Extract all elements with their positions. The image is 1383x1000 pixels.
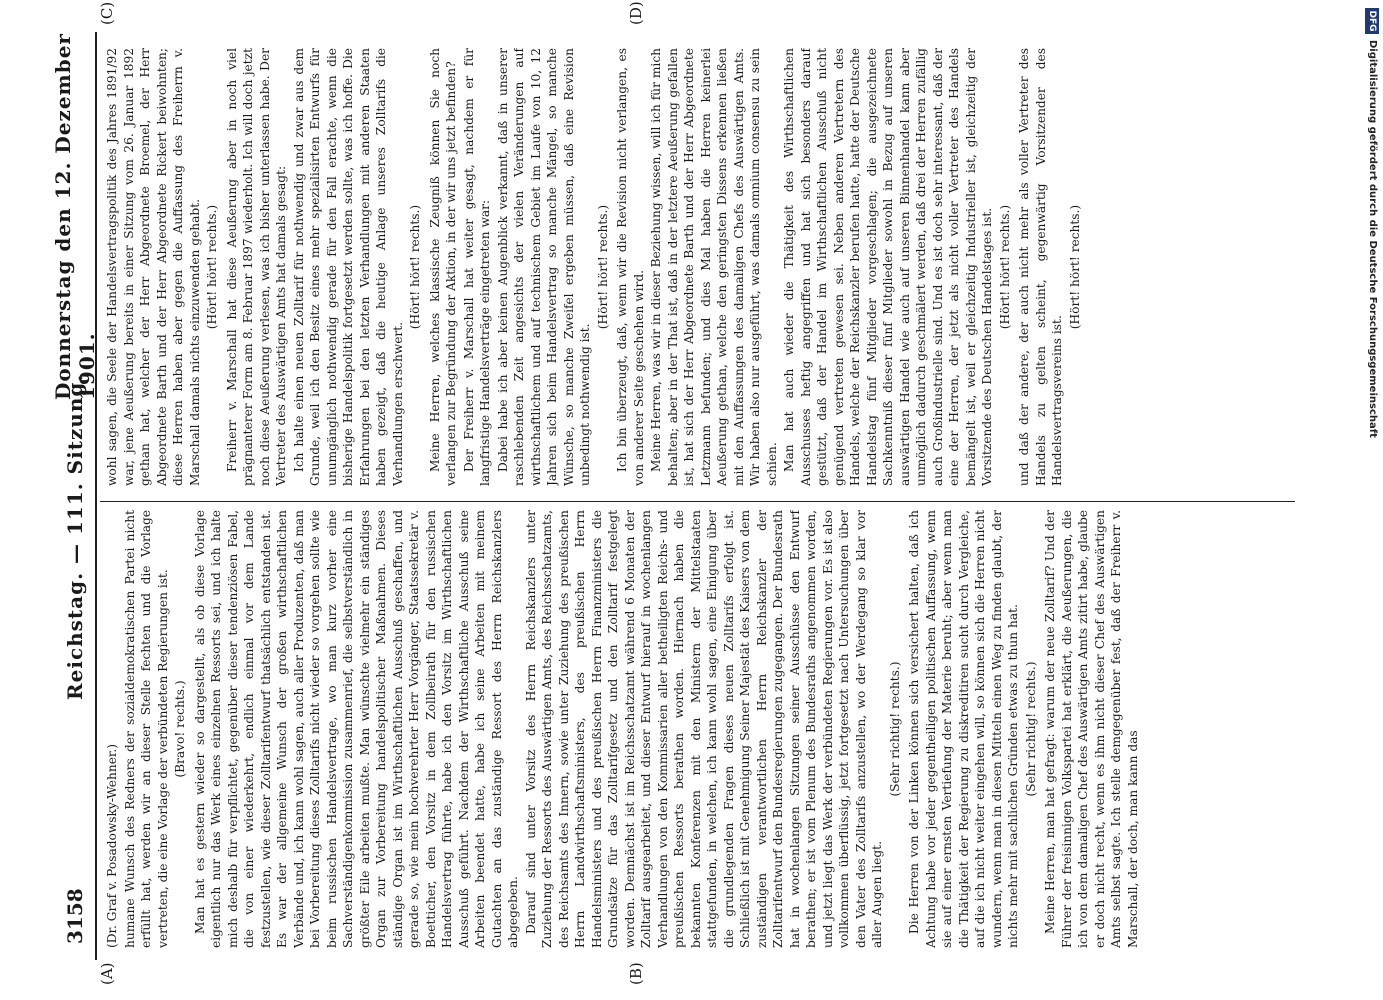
quote-paragraph: Ich halte einen neuen Zolltarif für nothwendig und zwar aus dem Grunde, weil ich den Besitz eines mehr spezialisirten Entwurfs für unumgänglich nothwendig gerade für den Fall erachte, wenn die bisherige Handelspolitik fortgesetzt werden sollte, was ich hoffe. Die Erfahrungen bei den letzten Verhandlungen mit anderen Staaten haben gezeigt, daß die heutige Anlage unseres Zolltarifs die Verhandlungen erschwert. <box>291 48 405 486</box>
page-header <box>51 0 99 1000</box>
header-rule <box>95 32 97 960</box>
quote-paragraph: Dabei habe ich aber keinen Augenblick verkannt, daß in unserer raschlebenden Zeit angesichts der vielen Veränderungen auf wirthschaftlichem und auf technischem Gebiet im Laufe von 10, 12 Jahren sich beim Handelsvertrag so manche Mängel, so manche Wünsche, so manche Zweifel ergeben müssen, daß eine Revision unbedingt nothwendig ist. <box>495 48 592 486</box>
margin-marker-a: (A) <box>98 962 116 985</box>
interjection: (Hört! hört! rechts.) <box>595 204 610 330</box>
paragraph: wohl sagen, die Seele der Handelsvertragspolitik des Jahres 1891/92 war, jene Aeußerung bereits in einer Sitzung vom 26. Januar 1892 gethan hat, welcher der Herr Abgeordnete Broemel, der Herr Abgeordnete Barth und der Herr Abgeordnete Rickert beiwohnten; diese Herren haben aber gegen die Auffassung des Freiherrn v. Marschall damals nichts einzuwenden gehabt. <box>105 48 202 486</box>
page-number: 3158 <box>63 888 87 944</box>
credit-text: Digitalisierung gefördert durch die Deutsche Forschungsgemeinschaft <box>1367 40 1378 438</box>
paragraph: Meine Herren, was wir in dieser Beziehung wissen, will ich für mich behalten; aber in der That ist, daß in der letztere Aeußerung gefallen ist, hat sich der Herr Abgeordnete Barth und der Herr Abgeordnete Letzmann befunden; und dies Mal haben die Herren keinerlei Aeußerung gethan, welche den geringsten Dissens erkennen ließen mit den Auffassungen des damaligen Chefs des Auswärtigen Amts. Wir haben also nur ausgeführt, was damals omnium consensu zu sein schien. <box>649 48 779 486</box>
column-divider <box>100 501 1295 502</box>
margin-marker-c: (C) <box>98 1 116 25</box>
paragraph: Man hat auch wieder die Thätigkeit des Wirthschaftlichen Ausschusses heftig angegriffen und hat sich besonders darauf gestützt, daß der Handel im Wirthschaftlichen Ausschuß nicht genügend vertreten gewesen sei. Neben anderen Vertretern des Handels, welche der Reichskanzler berufen hatte, hatte der Deutsche Handelstag fünf Mitglieder vorgeschlagen; die ausgezeichnete Sachkenntniß dieser fünf Mitglieder sowohl in Bezug auf unseren auswärtigen Handel wie auch auf unseren Binnenhandel kann aber unmöglich dadurch geschmälert werden, daß drei der Herren zufällig auch Großindustrielle sind. Und es ist doch sehr interessant, daß der eine der Herren, der jetzt als nicht voller Vertreter des Handels bemängelt ist, weil er gleichzeitig Industrieller ist, gleichzeitig der Vorsitzende des Deutschen Handelstages ist. <box>782 48 994 486</box>
paragraph: Der Freiherr v. Marschall hat weiter gesagt, nachdem er für langfristige Handelsverträge eingetreten war: <box>461 48 492 486</box>
paragraph: Man hat es gestern wieder so dargestellt, als ob diese Vorlage eigentlich nur das Werk eines einzelnen Ressorts sei, und ich halte mich deshalb für verpflichtet, gegenüber dieser tendenziösen Fabel, die von einer wiederkehrt, endlich einmal vor dem Lande festzustellen, wie dieser Zolltarifentwurf thatsächlich entstanden ist. Es war der allgemeine Wunsch der großen wirthschaftlichen Verbände und, ich kann wohl sagen, auch aller Produzenten, daß man bei Vorbereitung dieses Zolltarifs nicht wieder so vorgehen sollte wie beim russischen Handelsvertrage, wo man kurz vorher eine Sachverständigenkommission zusammenrief, die selbstverständlich in größter Eile arbeiten mußte. Man wünschte vielmehr ein ständiges Organ zur Vorbereitung handelspolitischer Maßnahmen. Dieses ständige Organ ist im Wirthschaftlichen Ausschuß geschaffen, und gerade so, wie mein hochverehrter Herr Vorgänger, Staatssekretär v. Boetticher, den Vorsitz in dem Zollbeirath für den russischen Handelsvertrag führte, habe ich den Vorsitz im Wirthschaftlichen Ausschuß geführt. Nachdem der Wirthschaftliche Ausschuß seine Arbeiten beendet hatte, habe ich seine Arbeiten mit meinem Gutachten an das zuständige Ressort des Herrn Reichskanzlers abgegeben. <box>192 510 520 948</box>
paragraph: Meine Herren, man hat gefragt: warum der neue Zolltarif? Und der Führer der freisinnigen Volkspartei hat erklärt, die Aeußerungen, die ich von dem damaligen Chef des Auswärtigen Amts zitirt habe, glaube er doch nicht recht, wenn es ihm nicht dieser Chef des Auswärtigen Amts selbst sagte. Ich stelle demgegenüber fest, daß der Freiherr v. Marschall, der doch, man kann das <box>1043 510 1140 948</box>
speaker-label: (Dr. Graf v. Posadowsky-Wehner.) <box>105 743 119 948</box>
interjection: (Hört! hört! rechts.) <box>205 204 219 330</box>
digitization-credit <box>1365 8 1379 993</box>
paragraph: Freiherr v. Marschall hat diese Aeußerung aber in noch viel prägnanterer Form am 8. Februar 1897 wiederholt. Ich will doch jetzt noch diese Aeußerung verlesen, was ich bisher unterlassen habe. Der Vertreter des Auswärtigen Amts hat damals gesagt: <box>224 48 288 486</box>
dfg-logo: DFG <box>1365 8 1379 34</box>
margin-marker-b: (B) <box>627 962 645 985</box>
interjection: (Hört! hört! rechts.) <box>997 204 1012 330</box>
paragraph: humane Wunsch des Redners der sozialdemokratischen Partei nicht erfüllt hat, werden wir an dieser Stelle fechten und die Vorlage vertreten, die eine Vorlage der verbündeten Regierungen ist. <box>122 510 170 948</box>
quote-paragraph: Ich bin überzeugt, daß, wenn wir die Revision nicht verlangen, es von anderer Seite geschehen wird. <box>615 48 646 486</box>
session-date: Donnerstag den 12. Dezember 1901. <box>51 33 99 400</box>
interjection: (Sehr richtig! rechts.) <box>887 661 902 797</box>
paragraph: und daß der andere, der auch nicht mehr als voller Vertreter des Handels zu gelten scheint, gegenwärtig Vorsitzender des Handelsvertragsvereins ist. <box>1017 48 1064 486</box>
interjection: (Hört! hört! rechts.) <box>1067 204 1082 330</box>
paragraph: Die Herren von der Linken können sich versichert halten, daß ich Achtung habe vor jeder gegentheiligen politischen Auffassung, wenn sie auf einer ernsten Vertiefung der Materie beruht; aber wenn man die Thätigkeit der Regierung zu diskreditiren sucht durch Vergleiche, auf die ich nicht weiter eingehen will, so können sich die Herren nicht wundern, wenn man in diesen Mitteln einen Weg zu finden glaubt, der nichts mehr mit sachlichen Gründen etwas zu thun hat. <box>907 510 1020 948</box>
interjection: (Bravo! rechts.) <box>173 680 187 778</box>
paragraph: Meine Herren, welches klassische Zeugniß können Sie noch verlangen zur Begründung der Aktion, in der wir uns jetzt befinden? <box>427 48 458 486</box>
paragraph: Darauf sind unter Vorsitz des Herrn Reichskanzlers unter Zuziehung der Ressorts des Auswärtigen Amts, des Reichsschatzamts, des Reichsamts des Innern, sowie unter Zuziehung des preußischen Herrn Landwirthschaftsministers, des preußischen Herrn Handelsministers und des preußischen Herrn Finanzministers die Grundsätze für das Zolltarifgesetz und den Zolltarif festgelegt worden. Demnächst ist im Reichsschatzamt während 6 Monaten der Zolltarif ausgearbeitet, und dieser Entwurf hierauf in wochenlangen Verhandlungen von den Kommissarien aller betheiligten Reichs- und preußischen Ressorts berathen worden. Hiernach haben die bekannten Konferenzen mit den Ministern der Mittelstaaten stattgefunden, in welchen, ich kann wohl sagen, eine Einigung über die grundlegenden Fragen dieses neuen Zolltarifs erfolgt ist. Schließlich ist mit Genehmigung Seiner Majestät des Kaisers von dem zuständigen verantwortlichen Herrn Reichskanzler der Zolltarifentwurf den Bundesregierungen zugegangen. Der Bundesrath hat in wochenlangen Sitzungen seiner Ausschüsse den Entwurf berathen; er ist vom Plenum des Bundesraths angenommen worden, und jetzt liegt das Werk der verbündeten Regierungen vor. Es ist also vollkommen überflüssig, jetzt fortgesetzt nach Untersuchungen über den Vater des Zolltarifs anzustellen, wo der Werdegang so klar vor aller Augen liegt. <box>523 510 884 948</box>
session-title: Reichstag. — 111. Sitzung. <box>63 373 87 700</box>
right-column <box>104 48 1294 486</box>
left-column <box>104 510 1294 948</box>
interjection: (Hört! hört! rechts.) <box>408 204 422 330</box>
margin-marker-d: (D) <box>627 1 645 25</box>
interjection: (Sehr richtig! rechts.) <box>1023 661 1038 797</box>
